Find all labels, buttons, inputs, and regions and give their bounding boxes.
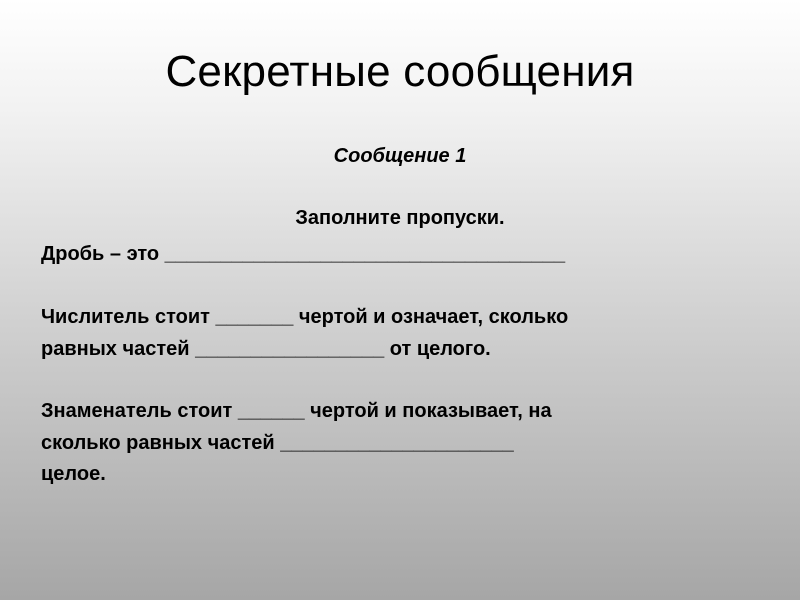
numerator-line-2: равных частей _________________ от целого. [41, 338, 491, 360]
denominator-line-1: Знаменатель стоит ______ чертой и показывает, на [41, 400, 552, 422]
numerator-line-1: Числитель стоит _______ чертой и означает, сколько [41, 306, 569, 328]
denominator-line-3: целое. [41, 463, 106, 485]
denominator-line-2: сколько равных частей _____________________ [41, 432, 514, 454]
slide-title: Секретные сообщения [165, 47, 635, 96]
message-heading: Сообщение 1 [333, 145, 467, 167]
fraction-definition-line: Дробь – это ____________________________________ [41, 243, 566, 265]
instruction-text: Заполните пропуски. [295, 207, 505, 229]
